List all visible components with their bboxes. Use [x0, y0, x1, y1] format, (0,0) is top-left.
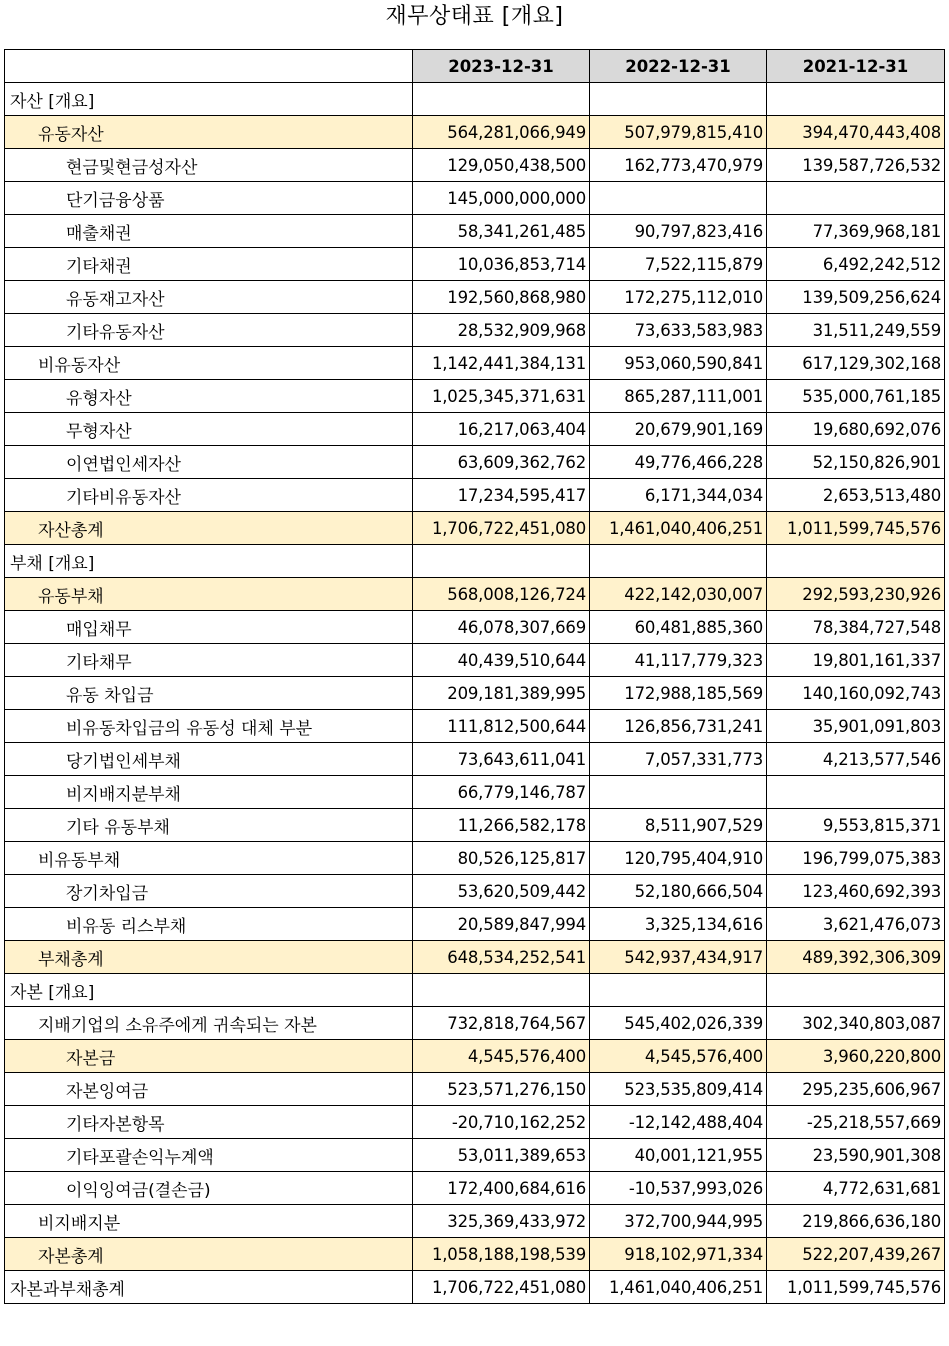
value-cell: 523,535,809,414	[590, 1073, 767, 1106]
value-cell: 4,545,576,400	[590, 1040, 767, 1073]
header-2021: 2021-12-31	[767, 50, 945, 83]
table-row	[5, 842, 945, 875]
table-row	[5, 644, 945, 677]
value-cell: 172,400,684,616	[413, 1172, 590, 1205]
row-label: 부채 [개요]	[5, 545, 413, 578]
value-cell	[767, 545, 945, 578]
value-cell: 3,621,476,073	[767, 908, 945, 941]
table-row	[5, 1007, 945, 1040]
value-cell: 394,470,443,408	[767, 116, 945, 149]
value-cell: 16,217,063,404	[413, 413, 590, 446]
row-label: 이연법인세자산	[5, 446, 413, 479]
header-blank	[5, 50, 413, 83]
row-label: 매출채권	[5, 215, 413, 248]
value-cell: 145,000,000,000	[413, 182, 590, 215]
header-row	[5, 50, 945, 83]
row-label: 자산총계	[5, 512, 413, 545]
table-row	[5, 116, 945, 149]
value-cell: 19,680,692,076	[767, 413, 945, 446]
row-label: 기타유동자산	[5, 314, 413, 347]
value-cell: 126,856,731,241	[590, 710, 767, 743]
value-cell	[590, 974, 767, 1007]
value-cell: 507,979,815,410	[590, 116, 767, 149]
value-cell: -10,537,993,026	[590, 1172, 767, 1205]
value-cell	[590, 776, 767, 809]
row-label: 이익잉여금(결손금)	[5, 1172, 413, 1205]
value-cell: 2,653,513,480	[767, 479, 945, 512]
value-cell: 564,281,066,949	[413, 116, 590, 149]
value-cell: 52,180,666,504	[590, 875, 767, 908]
value-cell: 6,492,242,512	[767, 248, 945, 281]
table-row	[5, 215, 945, 248]
row-label: 기타 유동부채	[5, 809, 413, 842]
value-cell: 53,620,509,442	[413, 875, 590, 908]
value-cell: 1,011,599,745,576	[767, 512, 945, 545]
value-cell: 6,171,344,034	[590, 479, 767, 512]
table-row	[5, 974, 945, 1007]
value-cell: 172,275,112,010	[590, 281, 767, 314]
value-cell	[590, 545, 767, 578]
value-cell: 60,481,885,360	[590, 611, 767, 644]
table-row	[5, 149, 945, 182]
row-label: 유동 차입금	[5, 677, 413, 710]
table-row	[5, 248, 945, 281]
row-label: 무형자산	[5, 413, 413, 446]
value-cell: 123,460,692,393	[767, 875, 945, 908]
row-label: 자산 [개요]	[5, 83, 413, 116]
value-cell: 1,461,040,406,251	[590, 1271, 767, 1304]
value-cell: 80,526,125,817	[413, 842, 590, 875]
value-cell: 17,234,595,417	[413, 479, 590, 512]
value-cell: 523,571,276,150	[413, 1073, 590, 1106]
value-cell: 295,235,606,967	[767, 1073, 945, 1106]
table-row	[5, 611, 945, 644]
value-cell: 41,117,779,323	[590, 644, 767, 677]
value-cell: 90,797,823,416	[590, 215, 767, 248]
row-label: 자본총계	[5, 1238, 413, 1271]
table-row	[5, 908, 945, 941]
row-label: 장기차입금	[5, 875, 413, 908]
value-cell: 732,818,764,567	[413, 1007, 590, 1040]
row-label: 자본잉여금	[5, 1073, 413, 1106]
value-cell: 49,776,466,228	[590, 446, 767, 479]
value-cell	[590, 83, 767, 116]
table-row	[5, 1040, 945, 1073]
value-cell: 139,509,256,624	[767, 281, 945, 314]
value-cell: 9,553,815,371	[767, 809, 945, 842]
row-label: 유동재고자산	[5, 281, 413, 314]
value-cell: 953,060,590,841	[590, 347, 767, 380]
value-cell: 422,142,030,007	[590, 578, 767, 611]
row-label: 지배기업의 소유주에게 귀속되는 자본	[5, 1007, 413, 1040]
value-cell: 20,589,847,994	[413, 908, 590, 941]
value-cell: 7,057,331,773	[590, 743, 767, 776]
value-cell: 617,129,302,168	[767, 347, 945, 380]
header-2023: 2023-12-31	[413, 50, 590, 83]
row-label: 기타채권	[5, 248, 413, 281]
value-cell: 172,988,185,569	[590, 677, 767, 710]
value-cell: 648,534,252,541	[413, 941, 590, 974]
table-row	[5, 314, 945, 347]
row-label: 당기법인세부채	[5, 743, 413, 776]
value-cell: 545,402,026,339	[590, 1007, 767, 1040]
table-row	[5, 1172, 945, 1205]
value-cell: 4,545,576,400	[413, 1040, 590, 1073]
table-row	[5, 281, 945, 314]
value-cell: 1,706,722,451,080	[413, 1271, 590, 1304]
row-label: 비지배지분부채	[5, 776, 413, 809]
value-cell: 522,207,439,267	[767, 1238, 945, 1271]
value-cell: -12,142,488,404	[590, 1106, 767, 1139]
table-row	[5, 446, 945, 479]
value-cell: 73,643,611,041	[413, 743, 590, 776]
table-body	[5, 83, 945, 1304]
table-row	[5, 578, 945, 611]
value-cell: 1,025,345,371,631	[413, 380, 590, 413]
value-cell: 292,593,230,926	[767, 578, 945, 611]
row-label: 기타채무	[5, 644, 413, 677]
table-row	[5, 347, 945, 380]
value-cell: 8,511,907,529	[590, 809, 767, 842]
value-cell: 209,181,389,995	[413, 677, 590, 710]
value-cell	[767, 182, 945, 215]
table-row	[5, 1139, 945, 1172]
value-cell: 23,590,901,308	[767, 1139, 945, 1172]
table-row	[5, 875, 945, 908]
header-2022: 2022-12-31	[590, 50, 767, 83]
value-cell: 1,058,188,198,539	[413, 1238, 590, 1271]
value-cell: 302,340,803,087	[767, 1007, 945, 1040]
table-title: 재무상태표 [개요]	[385, 4, 564, 29]
row-label: 매입채무	[5, 611, 413, 644]
value-cell: 4,213,577,546	[767, 743, 945, 776]
value-cell: 129,050,438,500	[413, 149, 590, 182]
value-cell	[767, 974, 945, 1007]
table-row	[5, 413, 945, 446]
value-cell: 140,160,092,743	[767, 677, 945, 710]
value-cell: 1,142,441,384,131	[413, 347, 590, 380]
table-row	[5, 776, 945, 809]
value-cell: 865,287,111,001	[590, 380, 767, 413]
value-cell: 1,461,040,406,251	[590, 512, 767, 545]
table-row	[5, 1106, 945, 1139]
row-label: 부채총계	[5, 941, 413, 974]
value-cell: 63,609,362,762	[413, 446, 590, 479]
value-cell: 35,901,091,803	[767, 710, 945, 743]
value-cell: -25,218,557,669	[767, 1106, 945, 1139]
value-cell	[413, 545, 590, 578]
value-cell	[413, 83, 590, 116]
value-cell: 196,799,075,383	[767, 842, 945, 875]
value-cell: 78,384,727,548	[767, 611, 945, 644]
row-label: 기타자본항목	[5, 1106, 413, 1139]
value-cell: 542,937,434,917	[590, 941, 767, 974]
value-cell: 372,700,944,995	[590, 1205, 767, 1238]
row-label: 자본 [개요]	[5, 974, 413, 1007]
table-row	[5, 710, 945, 743]
table-row	[5, 83, 945, 116]
row-label: 비유동차입금의 유동성 대체 부분	[5, 710, 413, 743]
value-cell: 40,001,121,955	[590, 1139, 767, 1172]
table-row	[5, 1073, 945, 1106]
table-row	[5, 182, 945, 215]
value-cell: 325,369,433,972	[413, 1205, 590, 1238]
value-cell: 19,801,161,337	[767, 644, 945, 677]
value-cell: 568,008,126,724	[413, 578, 590, 611]
value-cell: 7,522,115,879	[590, 248, 767, 281]
row-label: 단기금융상품	[5, 182, 413, 215]
value-cell: 52,150,826,901	[767, 446, 945, 479]
table-row	[5, 380, 945, 413]
table-row	[5, 512, 945, 545]
value-cell: 20,679,901,169	[590, 413, 767, 446]
value-cell: 4,772,631,681	[767, 1172, 945, 1205]
table-row	[5, 1205, 945, 1238]
value-cell: 219,866,636,180	[767, 1205, 945, 1238]
value-cell: 1,011,599,745,576	[767, 1271, 945, 1304]
table-row	[5, 941, 945, 974]
row-label: 기타비유동자산	[5, 479, 413, 512]
value-cell: -20,710,162,252	[413, 1106, 590, 1139]
value-cell: 120,795,404,910	[590, 842, 767, 875]
value-cell: 1,706,722,451,080	[413, 512, 590, 545]
value-cell: 139,587,726,532	[767, 149, 945, 182]
value-cell: 3,325,134,616	[590, 908, 767, 941]
value-cell: 77,369,968,181	[767, 215, 945, 248]
row-label: 자본과부채총계	[5, 1271, 413, 1304]
value-cell	[767, 83, 945, 116]
value-cell: 162,773,470,979	[590, 149, 767, 182]
value-cell: 58,341,261,485	[413, 215, 590, 248]
value-cell	[767, 776, 945, 809]
table-row	[5, 1238, 945, 1271]
row-label: 비유동 리스부채	[5, 908, 413, 941]
table-row	[5, 479, 945, 512]
value-cell: 46,078,307,669	[413, 611, 590, 644]
value-cell: 918,102,971,334	[590, 1238, 767, 1271]
value-cell: 40,439,510,644	[413, 644, 590, 677]
row-label: 자본금	[5, 1040, 413, 1073]
value-cell: 66,779,146,787	[413, 776, 590, 809]
row-label: 비지배지분	[5, 1205, 413, 1238]
table-row	[5, 743, 945, 776]
value-cell: 31,511,249,559	[767, 314, 945, 347]
row-label: 유형자산	[5, 380, 413, 413]
value-cell	[590, 182, 767, 215]
table-row	[5, 545, 945, 578]
value-cell: 53,011,389,653	[413, 1139, 590, 1172]
value-cell: 73,633,583,983	[590, 314, 767, 347]
table-row	[5, 677, 945, 710]
value-cell: 28,532,909,968	[413, 314, 590, 347]
row-label: 현금및현금성자산	[5, 149, 413, 182]
value-cell: 111,812,500,644	[413, 710, 590, 743]
row-label: 비유동부채	[5, 842, 413, 875]
row-label: 유동자산	[5, 116, 413, 149]
table-row	[5, 809, 945, 842]
balance-sheet-table	[4, 49, 945, 1304]
table-row	[5, 1271, 945, 1304]
value-cell	[413, 974, 590, 1007]
value-cell: 11,266,582,178	[413, 809, 590, 842]
value-cell: 535,000,761,185	[767, 380, 945, 413]
value-cell: 489,392,306,309	[767, 941, 945, 974]
row-label: 유동부채	[5, 578, 413, 611]
value-cell: 3,960,220,800	[767, 1040, 945, 1073]
value-cell: 192,560,868,980	[413, 281, 590, 314]
row-label: 기타포괄손익누계액	[5, 1139, 413, 1172]
value-cell: 10,036,853,714	[413, 248, 590, 281]
row-label: 비유동자산	[5, 347, 413, 380]
